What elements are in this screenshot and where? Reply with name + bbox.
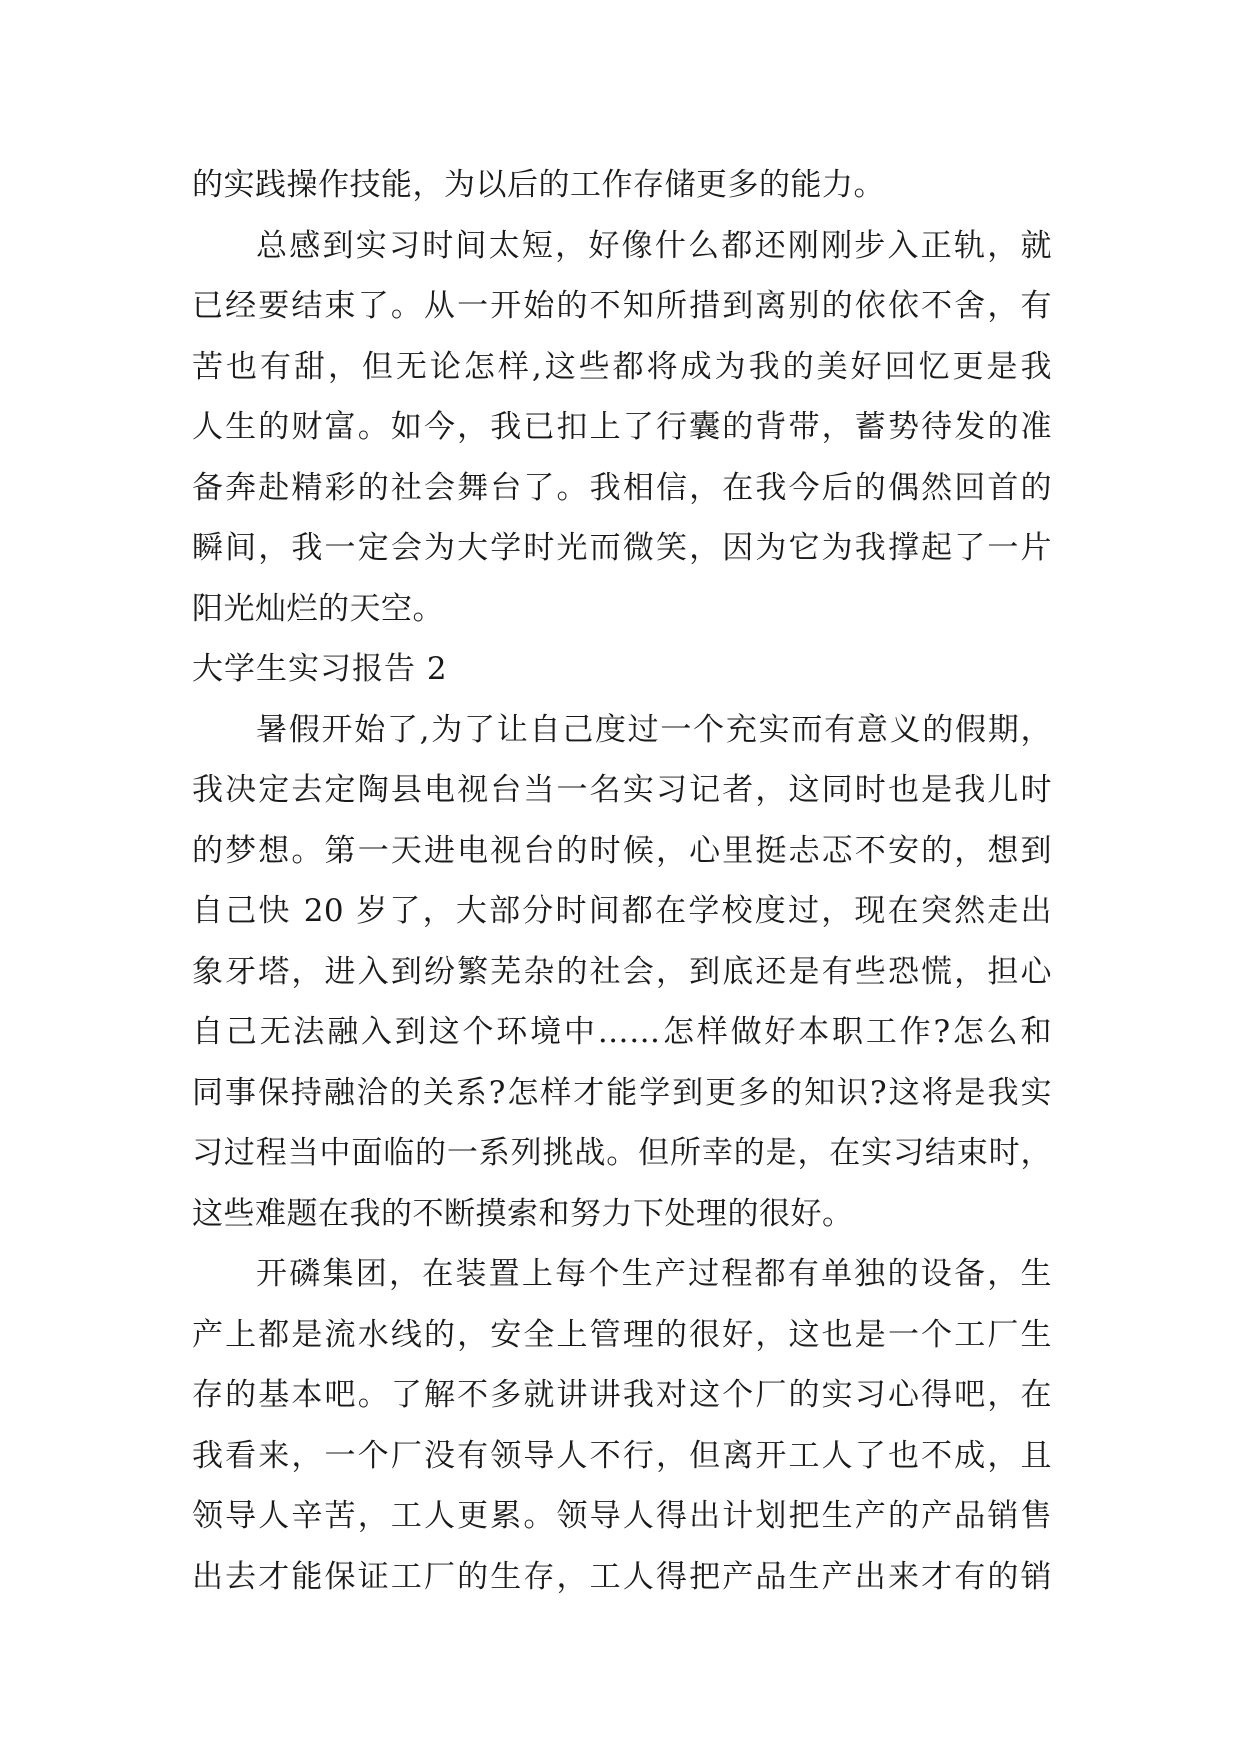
- text-line: 备奔赴精彩的社会舞台了。我相信，在我今后的偶然回首的: [192, 469, 1052, 506]
- text-line: 产上都是流水线的，安全上管理的很好，这也是一个工厂生: [192, 1316, 1052, 1353]
- paragraph-first-line: 开磷集团，在装置上每个生产过程都有单独的设备，生: [256, 1256, 1052, 1292]
- text-line: 领导人辛苦，工人更累。领导人得出计划把生产的产品销售: [192, 1498, 1052, 1534]
- text-line: 出去才能保证工厂的生存，工人得把产品生产出来才有的销: [192, 1558, 1052, 1595]
- text-line: 已经要结束了。从一开始的不知所措到离别的依依不舍，有: [192, 288, 1052, 324]
- text-line: 习过程当中面临的一系列挑战。但所幸的是，在实习结束时，: [192, 1135, 1052, 1171]
- section-heading: 大学生实习报告 2: [192, 651, 448, 687]
- text-line: 存的基本吧。了解不多就讲讲我对这个厂的实习心得吧，在: [192, 1377, 1052, 1413]
- text-line: 我决定去定陶县电视台当一名实习记者，这同时也是我儿时: [192, 772, 1052, 808]
- text-line: 自己快 20 岁了，大部分时间都在学校度过，现在突然走出: [192, 893, 1052, 929]
- text-line: 瞬间，我一定会为大学时光而微笑，因为它为我撑起了一片: [192, 530, 1052, 566]
- text-line: 这些难题在我的不断摸索和努力下处理的很好。: [192, 1195, 854, 1232]
- text-line: 自己无法融入到这个环境中……怎样做好本职工作?怎么和: [192, 1014, 1052, 1050]
- text-line: 阳光灿烂的天空。: [192, 590, 444, 627]
- text-line: 的梦想。第一天进电视台的时候，心里挺忐忑不安的，想到: [192, 832, 1052, 869]
- text-line: 人生的财富。如今，我已扣上了行囊的背带，蓄势待发的准: [192, 409, 1052, 445]
- paragraph-first-line: 暑假开始了,为了让自己度过一个充实而有意义的假期，: [256, 711, 1052, 748]
- text-line: 苦也有甜，但无论怎样,这些都将成为我的美好回忆更是我: [192, 348, 1052, 385]
- text-line: 象牙塔，进入到纷繁芜杂的社会，到底还是有些恐慌，担心: [192, 953, 1052, 990]
- paragraph-first-line: 总感到实习时间太短，好像什么都还刚刚步入正轨，就: [256, 227, 1052, 264]
- text-line: 的实践操作技能，为以后的工作存储更多的能力。: [192, 167, 885, 203]
- text-line: 我看来，一个厂没有领导人不行，但离开工人了也不成，且: [192, 1437, 1052, 1474]
- text-line: 同事保持融洽的关系?怎样才能学到更多的知识?这将是我实: [192, 1074, 1052, 1111]
- document-page: [192, 155, 1052, 1607]
